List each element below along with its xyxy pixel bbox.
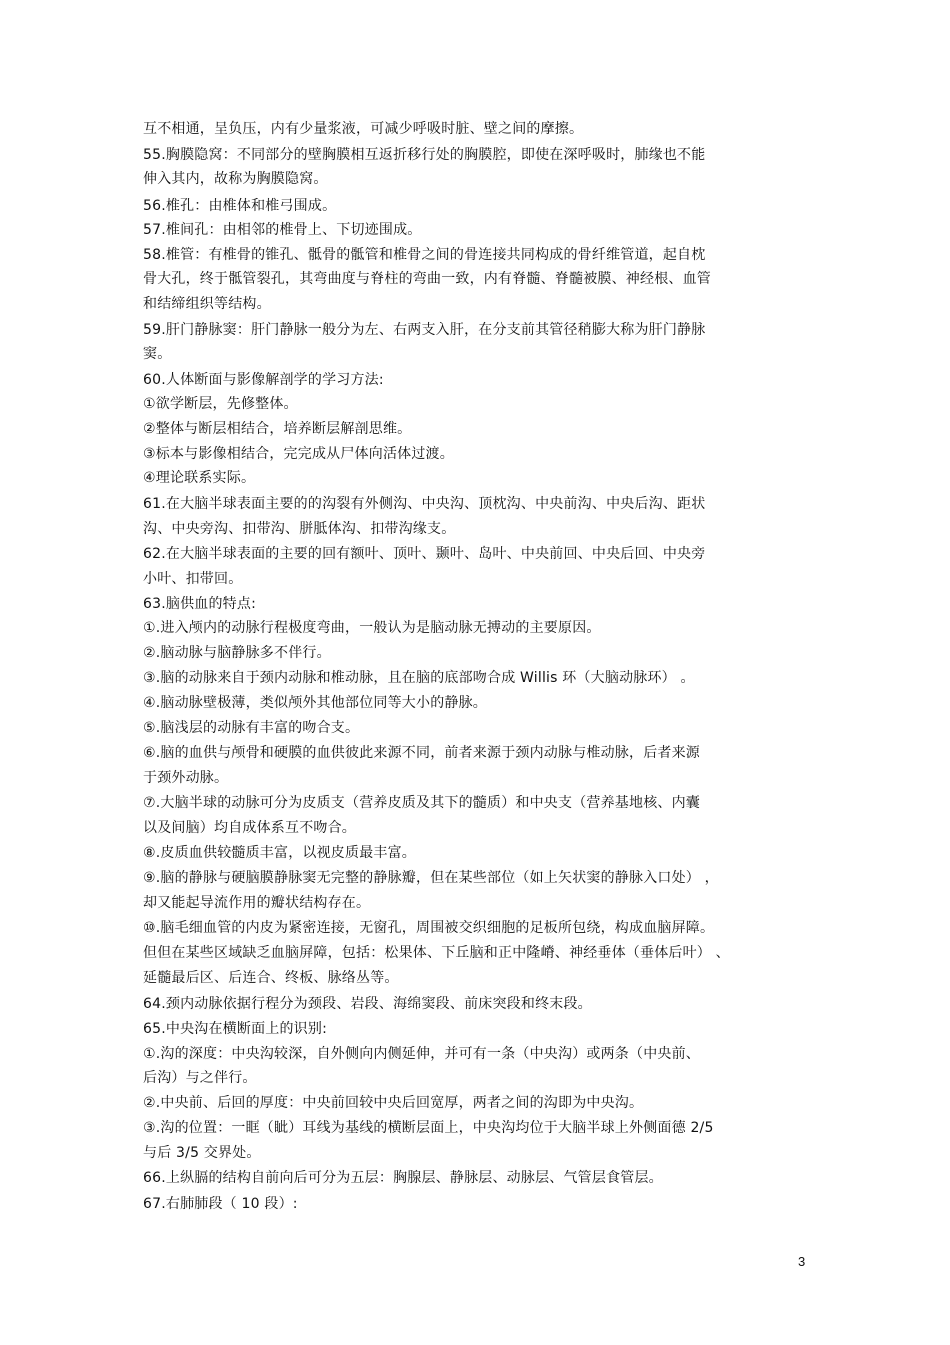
text-line: ②.脑动脉与脑静脉多不伴行。 (143, 645, 331, 661)
text-line: 61.在大脑半球表面主要的的沟裂有外侧沟、中央沟、顶枕沟、中央前沟、中央后沟、距状 (143, 496, 706, 512)
text-line: 65.中央沟在横断面上的识别: (143, 1021, 327, 1037)
text-line: ①欲学断层，先修整体。 (143, 396, 298, 412)
text-line: 60.人体断面与影像解剖学的学习方法: (143, 372, 384, 388)
text-line: 57.椎间孔：由相邻的椎骨上、下切迹围成。 (143, 222, 422, 238)
text-line: 67.右肺肺段（ 10 段）: (143, 1196, 298, 1212)
text-line: 以及间脑）均自成体系互不吻合。 (143, 820, 356, 836)
text-line: 63.脑供血的特点: (143, 596, 256, 612)
text-line: 55.胸膜隐窝：不同部分的壁胸膜相互返折移行处的胸膜腔，即使在深呼吸时，肺缘也不能 (143, 147, 706, 163)
text-line: ③.沟的位置：一眶（眦）耳线为基线的横断层面上，中央沟均位于大脑半球上外侧面德 2/5 (143, 1120, 714, 1136)
text-line: 骨大孔，终于骶管裂孔，其弯曲度与脊柱的弯曲一致，内有脊髓、脊髓被膜、神经根、血管 (143, 271, 711, 287)
text-line: 和结缔组织等结构。 (143, 296, 271, 312)
text-line: 延髓最后区、后连合、终板、脉络丛等。 (143, 970, 399, 986)
text-line: 59.肝门静脉窦：肝门静脉一般分为左、右两支入肝，在分支前其管径稍膨大称为肝门静脉 (143, 322, 706, 338)
page-number: 3 (798, 1254, 806, 1269)
text-line: 与后 3/5 交界处。 (143, 1145, 261, 1161)
text-line: 56.椎孔：由椎体和椎弓围成。 (143, 198, 337, 214)
text-line: ④.脑动脉壁极薄，类似颅外其他部位同等大小的静脉。 (143, 695, 487, 711)
text-line: ④理论联系实际。 (143, 470, 256, 486)
text-line: 62.在大脑半球表面的主要的回有额叶、顶叶、颞叶、岛叶、中央前回、中央后回、中央旁 (143, 546, 706, 562)
text-line: 却又能起导流作用的瓣状结构存在。 (143, 895, 371, 911)
text-line: 58.椎管：有椎骨的锥孔、骶骨的骶管和椎骨之间的骨连接共同构成的骨纤维管道，起自枕 (143, 247, 706, 263)
text-line: ⑥.脑的血供与颅骨和硬膜的血供彼此来源不同，前者来源于颈内动脉与椎动脉，后者来源 (143, 745, 700, 761)
text-line: ③标本与影像相结合，完完成从尸体向活体过渡。 (143, 446, 454, 462)
text-line: 互不相通，呈负压，内有少量浆液，可减少呼吸时脏、壁之间的摩擦。 (143, 121, 584, 137)
text-line: 64.颈内动脉依据行程分为颈段、岩段、海绵窦段、前床突段和终末段。 (143, 996, 592, 1012)
text-line: 伸入其内，故称为胸膜隐窝。 (143, 171, 328, 187)
text-line: ②整体与断层相结合，培养断层解剖思维。 (143, 421, 412, 437)
text-line: 但但在某些区域缺乏血脑屏障，包括：松果体、下丘脑和正中隆嵴、神经垂体（垂体后叶） 、 (143, 945, 730, 961)
text-line: 后沟）与之伴行。 (143, 1070, 257, 1086)
text-line: ①.沟的深度：中央沟较深，自外侧向内侧延伸，并可有一条（中央沟）或两条（中央前、 (143, 1046, 700, 1062)
text-line: ⑦.大脑半球的动脉可分为皮质支（营养皮质及其下的髓质）和中央支（营养基地核、内囊 (143, 795, 700, 811)
text-line: ②.中央前、后回的厚度：中央前回较中央后回宽厚，两者之间的沟即为中央沟。 (143, 1095, 644, 1111)
text-line: ⑩.脑毛细血管的内皮为紧密连接，无窗孔，周围被交织细胞的足板所包绕，构成血脑屏障。 (143, 920, 715, 936)
text-line: 小叶、扣带回。 (143, 571, 243, 587)
text-line: ⑤.脑浅层的动脉有丰富的吻合支。 (143, 720, 360, 736)
text-line: ⑨.脑的静脉与硬脑膜静脉窦无完整的静脉瓣，但在某些部位（如上矢状窦的静脉入口处） ， (143, 870, 719, 886)
text-line: 沟、中央旁沟、扣带沟、胼胝体沟、扣带沟缘支。 (143, 521, 456, 537)
text-line: ①.进入颅内的动脉行程极度弯曲，一般认为是脑动脉无搏动的主要原因。 (143, 620, 601, 636)
text-line: ③.脑的动脉来自于颈内动脉和椎动脉，且在脑的底部吻合成 Willis 环（大脑动脉环） 。 (143, 670, 695, 686)
text-line: 66.上纵膈的结构自前向后可分为五层：胸腺层、静脉层、动脉层、气管层食管层。 (143, 1170, 663, 1186)
text-line: 于颈外动脉。 (143, 770, 229, 786)
text-line: ⑧.皮质血供较髓质丰富，以视皮质最丰富。 (143, 845, 416, 861)
text-line: 窦。 (143, 346, 172, 362)
